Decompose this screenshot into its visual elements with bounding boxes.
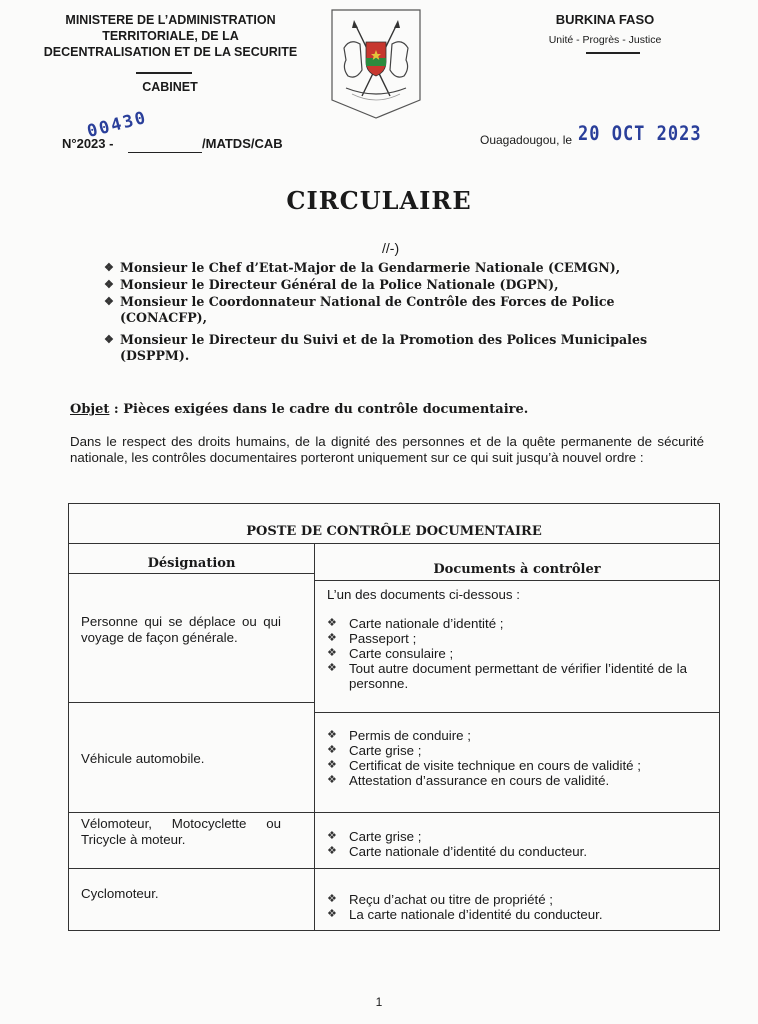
column-divider — [314, 543, 315, 930]
table-divider — [69, 573, 314, 574]
reference-prefix: N°2023 - — [62, 136, 114, 151]
documents-cell — [327, 728, 687, 788]
table-divider — [315, 580, 719, 581]
separator-mark: //-) — [382, 240, 400, 256]
addressee-item — [104, 294, 664, 326]
addressee-item — [104, 332, 664, 364]
document-item: ❖ Permis de conduire ; — [327, 728, 471, 743]
diamond-bullet-icon: ❖ — [327, 744, 337, 756]
table-divider — [69, 543, 719, 544]
document-item: ❖ Carte nationale d’identité du conducteur. — [327, 844, 588, 859]
diamond-bullet-icon: ❖ — [104, 278, 114, 291]
diamond-bullet-icon: ❖ — [327, 893, 337, 905]
document-item: ❖ Reçu d’achat ou titre de propriété ; — [327, 892, 554, 907]
reference-blank-line — [128, 152, 202, 153]
document-item: ❖ Carte nationale d’identité ; — [327, 616, 504, 631]
ministry-line: MINISTERE DE L’ADMINISTRATION — [65, 13, 276, 27]
reference-number-stamp: 00430 — [85, 107, 150, 142]
addressee-text: Monsieur le Coordonnateur National de Contrôle des Forces de Police (CONACFP), — [120, 294, 615, 325]
subject-text: : Pièces exigées dans le cadre du contrôle documentaire. — [109, 402, 529, 417]
designation-cell: Véhicule automobile. — [81, 751, 205, 766]
documents-header: Documents à contrôler — [433, 562, 601, 577]
documents-cell — [327, 829, 687, 859]
place-label: Ouagadougou, le — [480, 133, 573, 147]
heading-divider — [136, 72, 192, 74]
document-item: ❖ Carte grise ; — [327, 743, 422, 758]
document-title: CIRCULAIRE — [286, 186, 472, 215]
diamond-bullet-icon: ❖ — [327, 759, 337, 771]
diamond-bullet-icon: ❖ — [327, 908, 337, 920]
designation-cell: Cyclomoteur. — [81, 886, 159, 901]
document-item: ❖ Carte consulaire ; — [327, 646, 454, 661]
ministry-line: TERRITORIALE, DE LA — [102, 29, 239, 43]
table-divider — [315, 712, 719, 713]
diamond-bullet-icon: ❖ — [104, 261, 114, 274]
addressee-text: Monsieur le Chef d’Etat-Major de la Gendarmerie Nationale (CEMGN), — [120, 260, 621, 275]
addressee-text: Monsieur le Directeur du Suivi et de la Promotion des Polices Municipales (DSPPM). — [120, 332, 648, 363]
diamond-bullet-icon: ❖ — [327, 632, 337, 644]
document-item: ❖ La carte nationale d’identité du conducteur. — [327, 907, 603, 922]
subject-line — [70, 402, 528, 417]
documents-cell — [327, 587, 687, 691]
diamond-bullet-icon: ❖ — [327, 845, 337, 857]
coat-of-arms-emblem — [330, 8, 422, 120]
documents-table — [68, 503, 720, 931]
reference-suffix: /MATDS/CAB — [202, 136, 283, 151]
cabinet-label: CABINET — [142, 80, 198, 94]
diamond-bullet-icon: ❖ — [327, 647, 337, 659]
table-divider — [69, 868, 719, 869]
addressee-text: Monsieur le Directeur Général de la Police Nationale (DGPN), — [120, 277, 559, 292]
addressee-item — [104, 260, 664, 276]
addressee-item — [104, 277, 664, 293]
document-item: ❖ Certificat de visite technique en cours de validité ; — [327, 758, 641, 773]
table-divider — [69, 812, 719, 813]
document-item: ❖ Attestation d’assurance en cours de validité. — [327, 773, 610, 788]
designation-header: Désignation — [147, 556, 236, 571]
diamond-bullet-icon: ❖ — [327, 830, 337, 842]
intro-paragraph: Dans le respect des droits humains, de la dignité des personnes et de la quête permanente de sécurité nationale, les contrôles documentaires porteront uniquement sur ce qui suit jusqu’à nouvel ordre : — [70, 434, 704, 465]
subject-label: Objet — [70, 402, 110, 417]
document-item: ❖ Carte grise ; — [327, 829, 422, 844]
documents-intro: L’un des documents ci-dessous : — [327, 587, 520, 602]
document-item: ❖ Tout autre document permettant de vérifier l’identité de la personne. — [327, 661, 687, 691]
page-number: 1 — [375, 995, 383, 1009]
table-title: POSTE DE CONTRÔLE DOCUMENTAIRE — [246, 524, 542, 539]
document-item: ❖ Passeport ; — [327, 631, 417, 646]
designation-cell: Vélomoteur, Motocyclette ou Tricycle à moteur. — [81, 816, 281, 847]
diamond-bullet-icon: ❖ — [327, 662, 337, 674]
diamond-bullet-icon: ❖ — [327, 774, 337, 786]
table-divider — [69, 702, 314, 703]
diamond-bullet-icon: ❖ — [327, 729, 337, 741]
date-stamp: 20 OCT 2023 — [578, 122, 702, 146]
diamond-bullet-icon: ❖ — [327, 617, 337, 629]
national-motto: Unité - Progrès - Justice — [548, 34, 662, 46]
ministry-line: DECENTRALISATION ET DE LA SECURITE — [43, 45, 298, 59]
designation-cell: Personne qui se déplace ou qui voyage de façon générale. — [81, 614, 281, 645]
diamond-bullet-icon: ❖ — [104, 333, 114, 346]
country-name: BURKINA FASO — [555, 12, 655, 27]
diamond-bullet-icon: ❖ — [104, 295, 114, 308]
ministry-heading — [28, 12, 313, 60]
documents-cell — [327, 892, 687, 922]
motto-divider — [586, 52, 640, 54]
